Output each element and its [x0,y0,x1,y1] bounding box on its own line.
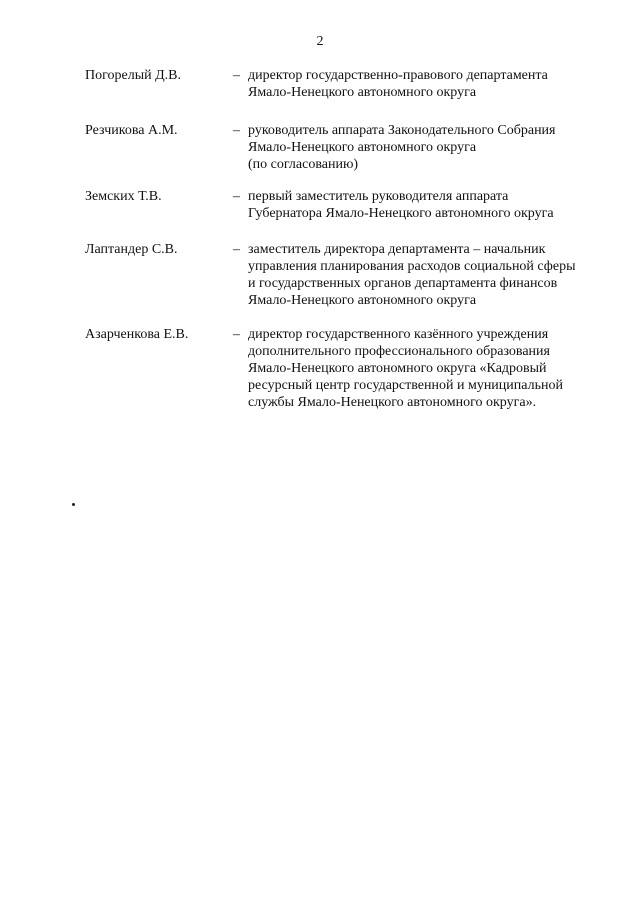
page-number: 2 [316,34,324,49]
member-dash: – [233,242,240,257]
member-row [0,122,640,188]
member-description: заместитель директора департамента – начальник управления планирования расходов социальной сферы и государственных органов департамента финансов Ямало-Ненецкого автономного округа [248,242,576,308]
member-name: Погорелый Д.В. [85,68,181,83]
member-name: Земских Т.В. [85,189,162,204]
member-name: Азарченкова Е.В. [85,327,189,342]
member-list [0,67,640,411]
scan-speck [72,503,75,506]
member-row [0,326,640,411]
member-row [0,241,640,326]
member-row [0,67,640,122]
member-dash: – [233,327,240,342]
member-description: директор государственного казённого учреждения дополнительного профессионального образования Ямало-Ненецкого автономного округа «Кадровый ресурсный центр государственной и муниципальной службы Ямало-Ненецкого автономного округа». [248,327,563,410]
member-dash: – [233,189,240,204]
member-dash: – [233,123,240,138]
member-name: Резчикова А.М. [85,123,178,138]
member-name: Лаптандер С.В. [85,242,178,257]
member-description: руководитель аппарата Законодательного Собрания Ямало-Ненецкого автономного округа (по согласованию) [248,123,556,172]
member-row [0,188,640,241]
member-dash: – [233,68,240,83]
member-description: первый заместитель руководителя аппарата Губернатора Ямало-Ненецкого автономного округа [248,189,554,221]
member-description: директор государственно-правового департамента Ямало-Ненецкого автономного округа [248,68,548,100]
